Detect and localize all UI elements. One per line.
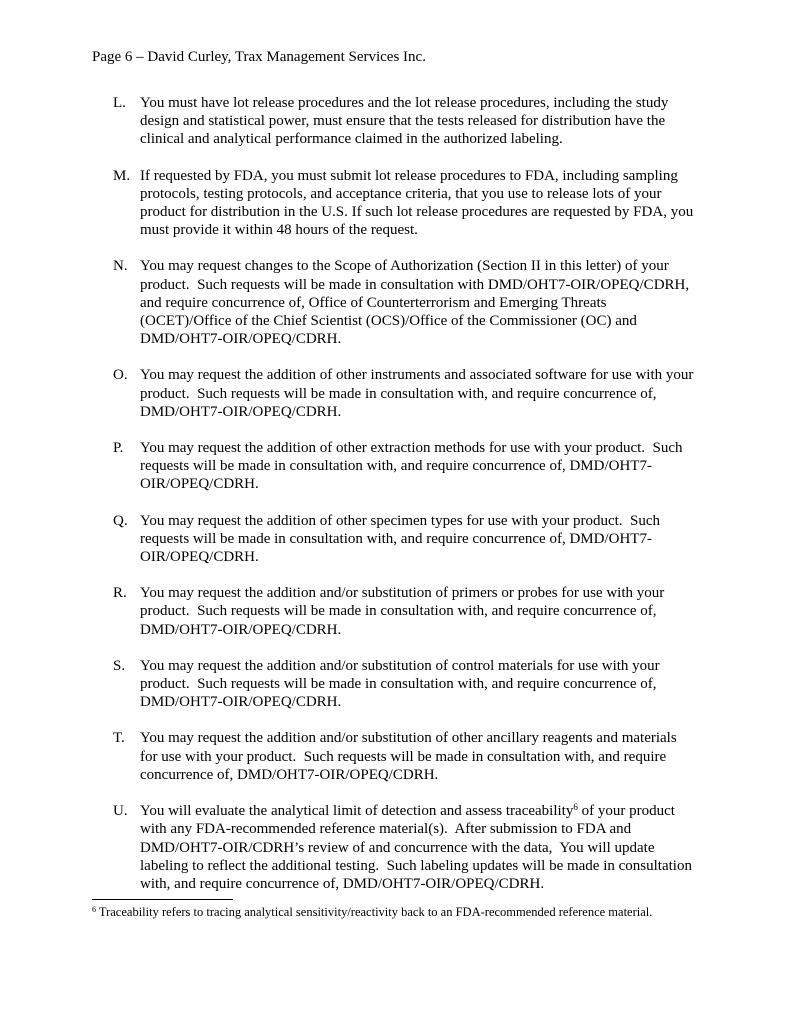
list-item-letter: T. — [113, 730, 125, 747]
item-u-text-after: of your product with any FDA-recommended reference material(s). After submission to FDA and DMD/OHT7-OIR/CDRH’s review of and concurrence with the data, You will update labeling to reflect the additional testing. Such labeling updates will be made in consultation with, and require concurrence of, DMD/OHT7-OIR/OPEQ/CDRH. — [140, 803, 696, 892]
footnote-section — [92, 899, 695, 920]
list-item-L — [113, 94, 695, 149]
list-item-Q — [113, 512, 695, 567]
list-item-text: You may request the addition of other specimen types for use with your product. Such requests will be made in consultation with, and require concurrence of, DMD/OHT7-OIR/OPEQ/CDRH. — [140, 512, 664, 566]
list-item-text — [140, 802, 695, 893]
list-item-O — [113, 366, 698, 421]
list-item-letter: N. — [113, 258, 128, 275]
list-item-text: You may request changes to the Scope of Authorization (Section II in this letter) of your product. Such requests will be made in consultation with DMD/OHT7-OIR/OPEQ/CDRH, and require concurrence of, Office of Counterterrorism and Emerging Threats (OCET)/Office of the Chief Scientist (OCS)/Office of the Commissioner (OC) and DMD/OHT7-OIR/OPEQ/CDRH. — [140, 258, 693, 348]
footnote-text — [92, 905, 695, 920]
list-item-letter: O. — [113, 367, 128, 384]
list-item-P — [113, 439, 695, 494]
list-item-text: You may request the addition and/or substitution of control materials for use with your product. Such requests will be made in consultation with, and require concurrence of, DMD/OHT7-OIR/OPEQ/CDRH. — [140, 657, 664, 711]
list-item-text: You may request the addition of other instruments and associated software for use with your product. Such requests will be made in consultation with, and require concurrence of, DMD/OHT7-OIR/OPEQ/CDRH. — [140, 367, 698, 420]
list-item-letter: U. — [113, 803, 128, 820]
lettered-list — [92, 94, 698, 893]
list-item-text: If requested by FDA, you must submit lot release procedures to FDA, including sampling protocols, testing protocols, and acceptance criteria, that you use to release lots of your product for distribution in the U.S. If such lot release procedures are requested by FDA, you must provide it within 48 hours of the request. — [140, 167, 697, 239]
list-item-text: You may request the addition of other extraction methods for use with your product. Such requests will be made in consultation with, and require concurrence of, DMD/OHT7-OIR/OPEQ/CDRH. — [140, 440, 687, 493]
list-item-letter: R. — [113, 585, 127, 602]
list-item-R — [113, 584, 695, 639]
list-item-N — [113, 257, 695, 348]
list-item-text: You may request the addition and/or substitution of other ancillary reagents and materials for use with your product. Such requests will be made in consultation with, and require concurrence of, DMD/OHT7-OIR/OPEQ/CDRH. — [140, 730, 681, 783]
list-item-letter: L. — [113, 95, 126, 111]
list-item-text: You must have lot release procedures and the lot release procedures, including the study design and statistical power, must ensure that the tests released for distribution have the clinical and analytical performance claimed in the authorized labeling. — [140, 95, 673, 148]
footnote-separator-rule — [92, 899, 233, 900]
document-content — [92, 48, 698, 911]
footnote-number: 6 — [92, 905, 96, 914]
list-item-letter: S. — [113, 657, 126, 674]
list-item-letter: P. — [113, 440, 124, 457]
list-item-text: You may request the addition and/or substitution of primers or probes for use with your product. Such requests will be made in consultation with, and require concurrence of, DMD/OHT7-OIR/OPEQ/CDRH. — [140, 585, 668, 638]
list-item-T — [113, 729, 695, 784]
list-item-letter: Q. — [113, 512, 128, 529]
list-item-S — [113, 657, 695, 712]
list-item-U — [113, 802, 695, 893]
list-item-letter: M. — [113, 167, 131, 184]
footnote-body: Traceability refers to tracing analytical sensitivity/reactivity back to an FDA-recommended reference material. — [96, 905, 653, 919]
page-header: Page 6 – David Curley, Trax Management Services Inc. — [92, 49, 426, 65]
list-item-M — [113, 167, 695, 240]
footnote-reference-marker: 6 — [573, 802, 578, 813]
item-u-text-before: You will evaluate the analytical limit of detection and assess traceability — [140, 803, 574, 820]
